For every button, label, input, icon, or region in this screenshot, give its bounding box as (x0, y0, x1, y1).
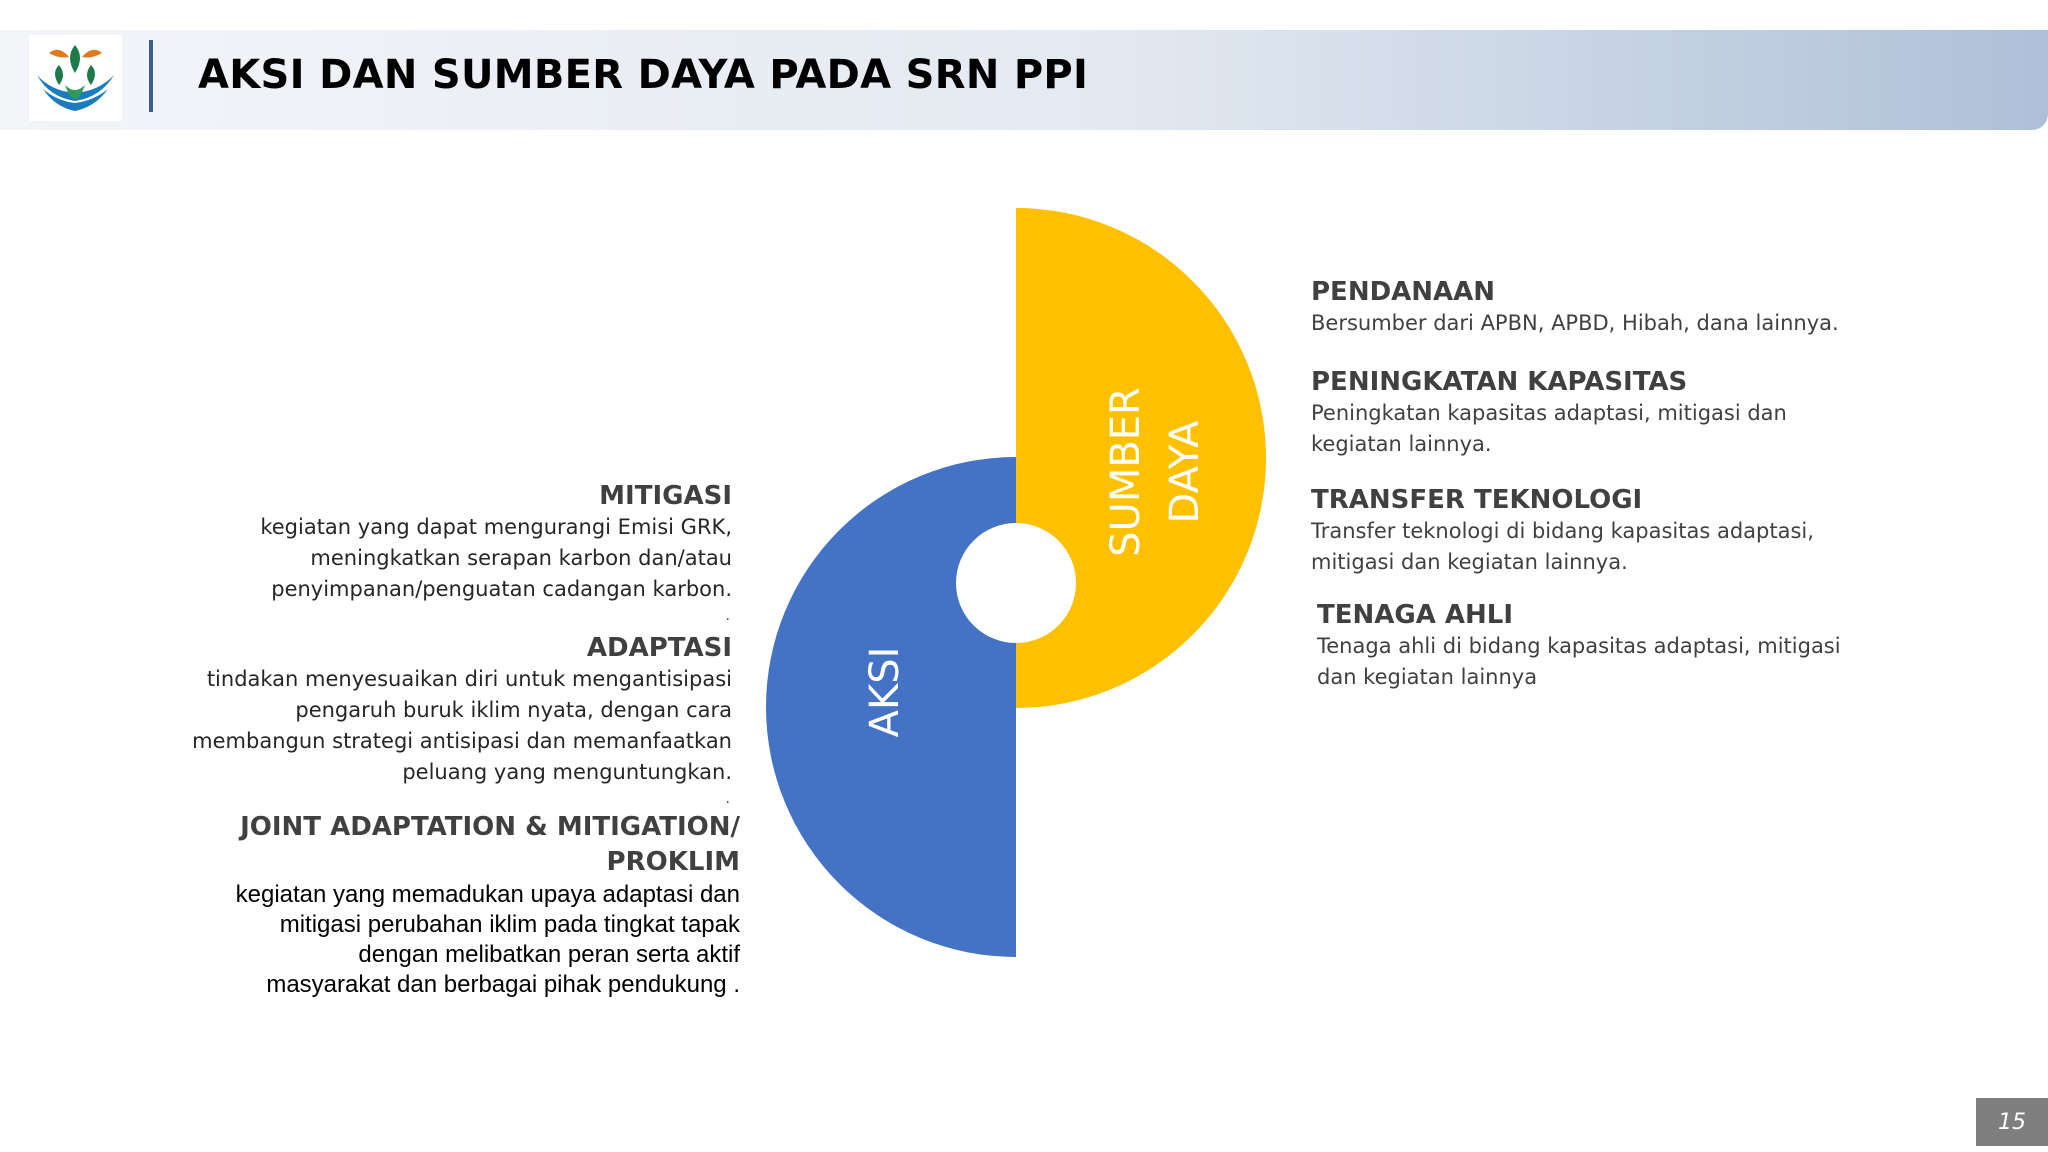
mitigasi-title: MITIGASI (599, 481, 732, 511)
joint-adaptation-block (120, 810, 740, 1000)
joint-title-line1: JOINT ADAPTATION & MITIGATION/ (240, 812, 740, 842)
joint-line: masyarakat dan berbagai pihak pendukung . (266, 971, 740, 998)
joint-line: mitigasi perubahan iklim pada tingkat tapak (279, 911, 740, 938)
adaptasi-block (172, 632, 732, 806)
pendanaan-line: Bersumber dari APBN, APBD, Hibah, dana lainnya. (1311, 311, 1839, 335)
joint-title-line2: PROKLIM (606, 847, 740, 877)
transfer-teknologi-title: TRANSFER TEKNOLOGI (1311, 485, 1643, 515)
peningkatan-kapasitas-block (1311, 366, 1951, 460)
adaptasi-line: peluang yang menguntungkan. (402, 760, 732, 784)
page-title: AKSI DAN SUMBER DAYA PADA SRN PPI (198, 52, 1089, 98)
mitigasi-line: meningkatkan serapan karbon dan/atau (310, 546, 732, 570)
adaptasi-trailing-dot: . (725, 791, 730, 807)
aksi-label: AKSI (862, 646, 908, 738)
mitigasi-line: kegiatan yang dapat mengurangi Emisi GRK, (260, 515, 732, 539)
transfer-teknologi-block (1311, 484, 1951, 578)
peningkatan-kapasitas-line: kegiatan lainnya. (1311, 432, 1492, 456)
adaptasi-line: tindakan menyesuaikan diri untuk mengantisipasi (206, 667, 732, 691)
tenaga-ahli-line: Tenaga ahli di bidang kapasitas adaptasi, mitigasi (1317, 634, 1841, 658)
mitigasi-block (172, 480, 732, 623)
joint-line: dengan melibatkan peran serta aktif (358, 941, 740, 968)
joint-line: kegiatan yang memadukan upaya adaptasi dan (235, 881, 740, 908)
page-number: 15 (1976, 1098, 2048, 1146)
adaptasi-title: ADAPTASI (586, 633, 732, 663)
sumber-label-line1: SUMBER (1103, 387, 1149, 557)
pendanaan-title: PENDANAAN (1311, 277, 1496, 307)
tenaga-ahli-block (1317, 599, 1957, 693)
transfer-teknologi-line: Transfer teknologi di bidang kapasitas adaptasi, (1311, 519, 1814, 543)
pendanaan-block (1311, 276, 1951, 339)
adaptasi-line: membangun strategi antisipasi dan memanfaatkan (192, 729, 732, 753)
mitigasi-trailing-dot: . (725, 608, 730, 624)
mitigasi-line: penyimpanan/penguatan cadangan karbon. (271, 577, 732, 601)
center-hole (956, 523, 1076, 643)
transfer-teknologi-line: mitigasi dan kegiatan lainnya. (1311, 550, 1628, 574)
sumber-label-line2: DAYA (1162, 420, 1208, 524)
tenaga-ahli-title: TENAGA AHLI (1317, 600, 1514, 630)
peningkatan-kapasitas-title: PENINGKATAN KAPASITAS (1311, 367, 1688, 397)
peningkatan-kapasitas-line: Peningkatan kapasitas adaptasi, mitigasi dan (1311, 401, 1787, 425)
adaptasi-line: pengaruh buruk iklim nyata, dengan cara (295, 698, 732, 722)
tenaga-ahli-line: dan kegiatan lainnya (1317, 665, 1538, 689)
